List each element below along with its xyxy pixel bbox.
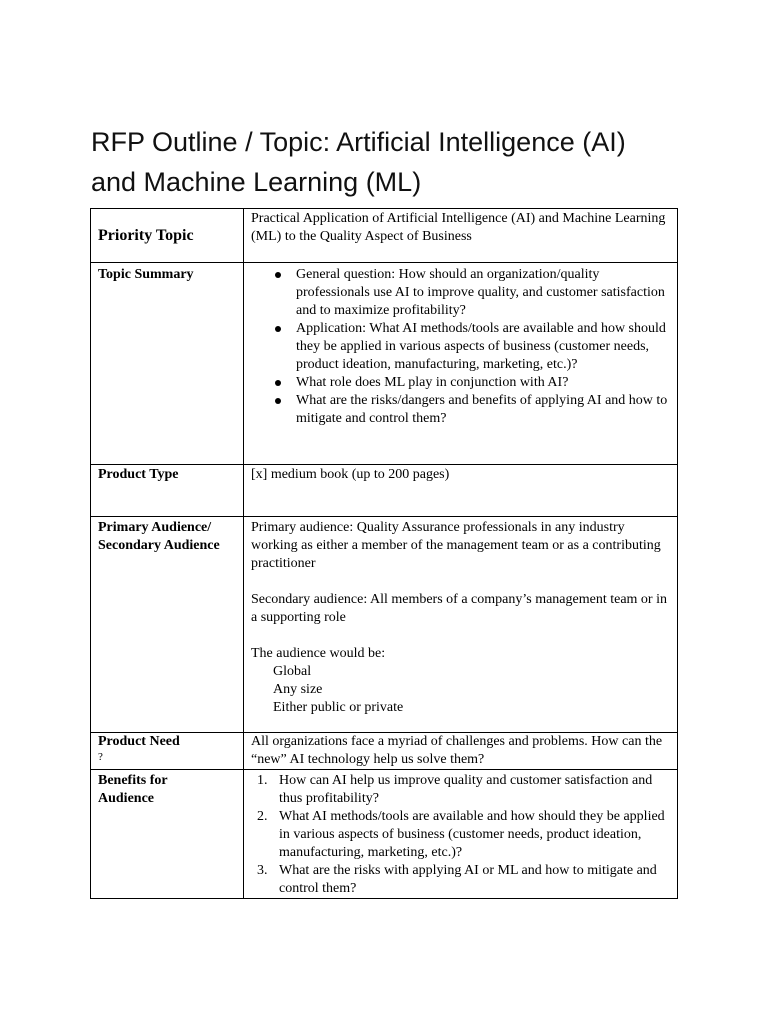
list-number: 3.: [257, 863, 268, 878]
audience-item: Global: [273, 664, 312, 679]
topic-summary-list: [251, 266, 671, 428]
list-number: 1.: [257, 773, 268, 788]
benefits-label: [91, 770, 244, 899]
table-row-topic-summary: [91, 263, 678, 465]
priority-topic-value: Practical Application of Artificial Intelligence (AI) and Machine Learning (ML) to the Quality Aspect of Business: [244, 209, 678, 263]
table-row-product-type: [91, 465, 678, 517]
priority-topic-label: Priority Topic: [91, 209, 244, 263]
table-row-priority-topic: [91, 209, 678, 263]
audience-value: [244, 517, 678, 733]
product-need-label: [91, 733, 244, 770]
list-item-text: What AI methods/tools are available and how should they be applied in various aspects of business (customer needs, product ideation, manufacturing, marketing, etc.)?: [279, 809, 665, 860]
list-item: Application: What AI methods/tools are available and how should they be applied in various aspects of business (customer needs, product ideation, manufacturing, marketing, etc.)?: [296, 320, 671, 374]
title-line-1: RFP Outline / Topic: Artificial Intelligence (AI): [91, 127, 626, 157]
list-number: 2.: [257, 809, 268, 824]
benefits-value: [244, 770, 678, 899]
table-row-product-need: [91, 733, 678, 770]
list-item: What are the risks/dangers and benefits of applying AI and how to mitigate and control them?: [296, 392, 671, 428]
list-item-text: How can AI help us improve quality and customer satisfaction and thus profitability?: [279, 773, 653, 806]
product-type-label: Product Type: [91, 465, 244, 517]
benefits-list: [251, 772, 671, 898]
list-item: [257, 862, 671, 898]
product-need-sublabel: ?: [98, 751, 103, 763]
audience-label-line-2: Secondary Audience: [98, 538, 220, 553]
benefits-label-line-1: Benefits for: [98, 773, 168, 788]
topic-summary-value: [244, 263, 678, 465]
product-type-value: [x] medium book (up to 200 pages): [244, 465, 678, 517]
audience-would-be-text: The audience would be:: [251, 646, 386, 661]
rfp-outline-table: [90, 208, 678, 899]
secondary-audience-text: Secondary audience: All members of a company’s management team or in a supporting role: [251, 592, 667, 625]
benefits-label-line-2: Audience: [98, 791, 154, 806]
audience-item: Any size: [273, 682, 323, 697]
primary-audience-text: Primary audience: Quality Assurance professionals in any industry working as either a member of the management team or as a contributing practitioner: [251, 520, 661, 571]
list-item: [257, 808, 671, 862]
table-row-audience: [91, 517, 678, 733]
list-item: [257, 772, 671, 808]
page-title: [91, 122, 731, 202]
product-need-label-text: Product Need: [98, 734, 180, 749]
list-item: What role does ML play in conjunction with AI?: [296, 374, 671, 392]
list-item: General question: How should an organization/quality professionals use AI to improve quality, and customer satisfaction and to maximize profitability?: [296, 266, 671, 320]
title-line-2: and Machine Learning (ML): [91, 167, 422, 197]
table-row-benefits: [91, 770, 678, 899]
product-need-value: All organizations face a myriad of challenges and problems. How can the “new” AI technology help us solve them?: [244, 733, 678, 770]
audience-label-line-1: Primary Audience/: [98, 520, 212, 535]
audience-item: Either public or private: [273, 700, 404, 715]
audience-label: [91, 517, 244, 733]
list-item-text: What are the risks with applying AI or ML and how to mitigate and control them?: [279, 863, 657, 896]
topic-summary-label: Topic Summary: [91, 263, 244, 465]
